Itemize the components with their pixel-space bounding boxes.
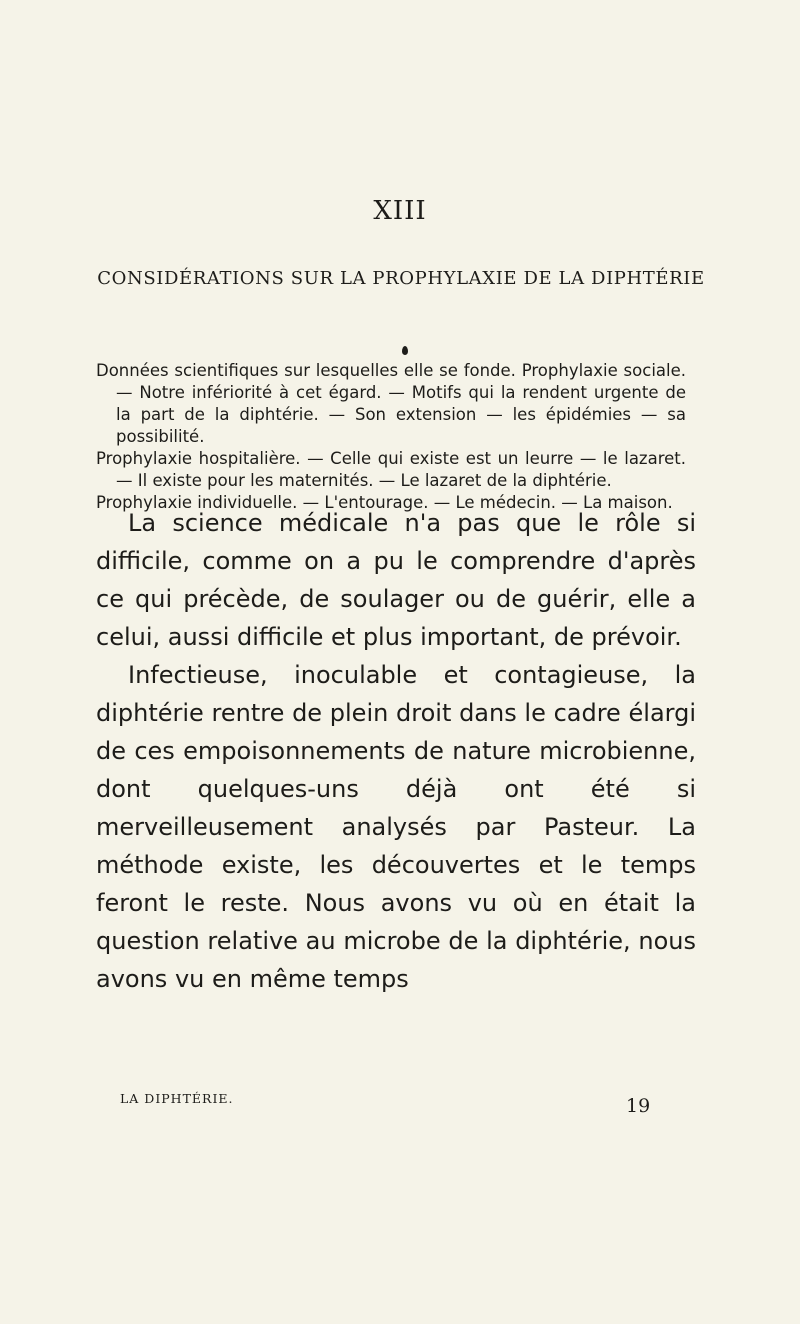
ornament-mark [402, 346, 408, 355]
signature-mark: LA DIPHTÉRIE. [120, 1091, 234, 1106]
page-number: 19 [626, 1095, 651, 1117]
summary-paragraph: Prophylaxie individuelle. — L'entourage. — Le médecin. — La maison. [96, 493, 673, 512]
chapter-number: XIII [373, 196, 427, 226]
summary-paragraph: Prophylaxie hospitalière. — Celle qui existe est un leurre — le lazaret. — Il existe pour les maternités. — Le lazaret de la diphtérie. [96, 449, 686, 490]
body-paragraph: La science médicale n'a pas que le rôle si difficile, comme on a pu le comprendre d'après ce qui précède, de soulager ou de guérir, elle a celui, aussi difficile et plus important, de prévoir. [96, 509, 696, 651]
body-text [96, 504, 696, 998]
chapter-title: CONSIDÉRATIONS SUR LA PROPHYLAXIE DE LA DIPHTÉRIE [97, 268, 705, 289]
summary-paragraph: Données scientifiques sur lesquelles elle se fonde. Prophylaxie sociale. — Notre infériorité à cet égard. — Motifs qui la rendent urgente de la part de la diphtérie. — Son extension — les épidémies — sa possibilité. [96, 361, 686, 446]
chapter-summary [96, 360, 686, 514]
body-paragraph: Infectieuse, inoculable et contagieuse, la diphtérie rentre de plein droit dans le cadre élargi de ces empoisonnements de nature microbienne, dont quelques-uns déjà ont été si merveilleusement analysés par Pasteur. La méthode existe, les découvertes et le temps feront le reste. Nous avons vu où en était la question relative au microbe de la diphtérie, nous avons vu en même temps [96, 661, 696, 993]
